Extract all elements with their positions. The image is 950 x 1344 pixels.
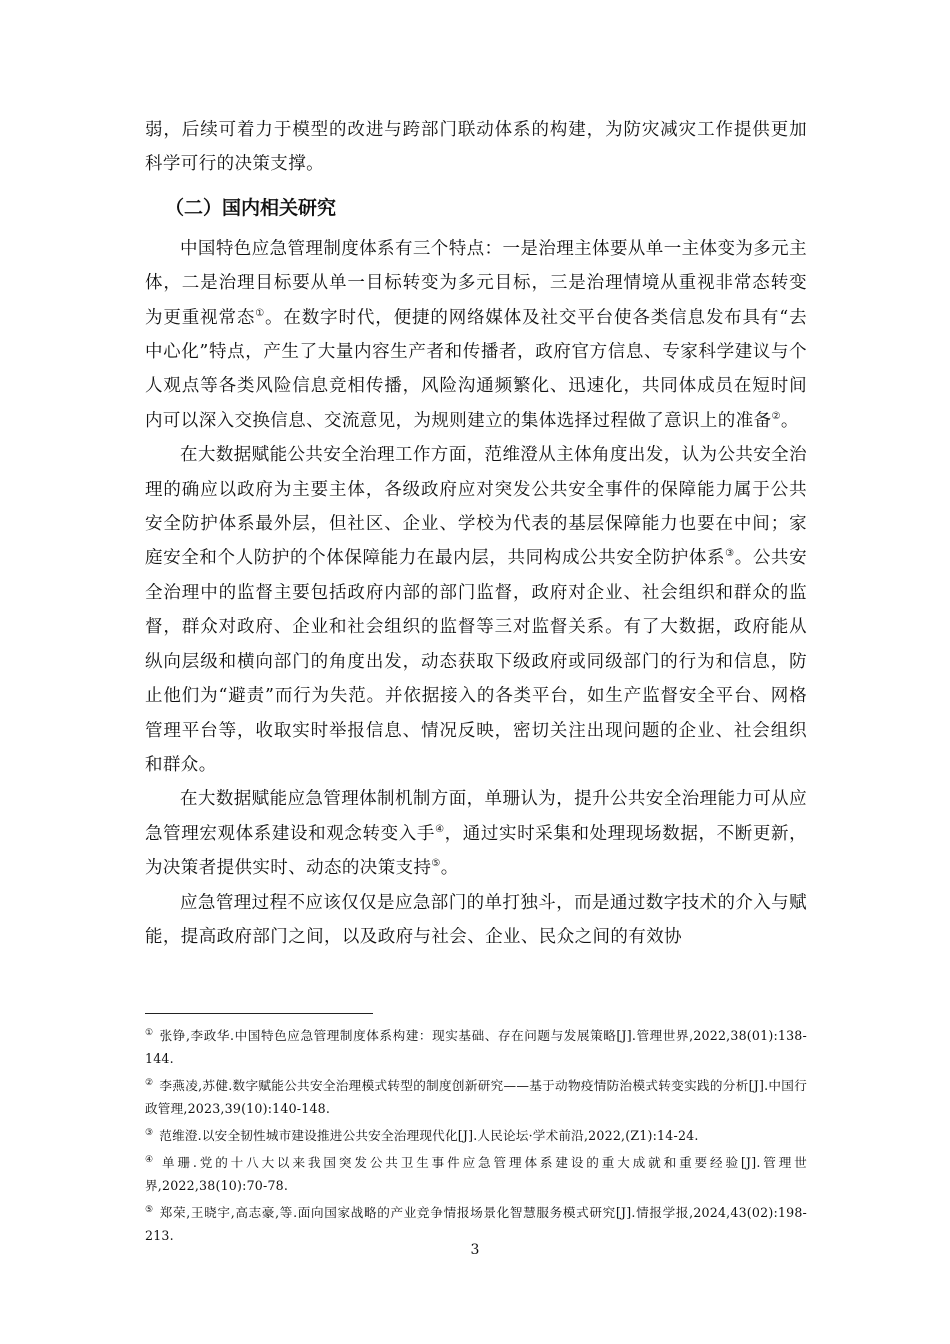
footnote-text: 李燕凌,苏健.数字赋能公共安全治理模式转型的制度创新研究——基于动物疫情防治模式转变实践的分析[J].中国行政管理,2023,39(10):140-148.: [145, 1078, 807, 1116]
paragraph-text: 中国特色应急管理制度体系有三个特点：一是治理主体要从单一主体变为多元主体，二是治理目标要从单一目标转变为多元目标，三是治理情境从重视非常态转变为更重视常态: [145, 238, 807, 328]
paragraph-characteristics: [145, 232, 807, 438]
footnotes: [145, 1024, 807, 1251]
paragraph-continued: 弱，后续可着力于模型的改进与跨部门联动体系的构建，为防灾减灾工作提供更加科学可行的决策支撑。: [145, 120, 807, 175]
paragraph-text: 。: [440, 858, 459, 879]
footnote-3: [145, 1124, 807, 1147]
footnote-2: [145, 1074, 807, 1120]
paragraph-text: 在大数据赋能公共安全治理工作方面，范维澄从主体角度出发，认为公共安全治理的确应以政府为主要主体，各级政府应对突发公共安全事件的保障能力属于公共安全防护体系最外层，但社区、企业、学校为代表的基层保障能力也要在中间；家庭安全和个人防护的个体保障能力在最内层，共同构成公共安全防护体系: [145, 445, 807, 569]
paragraph-collaboration: 应急管理过程不应该仅仅是应急部门的单打独斗，而是通过数字技术的介入与赋能，提高政府部门之间，以及政府与社会、企业、民众之间的有效协: [145, 892, 807, 947]
footnote-text: 张铮,李政华.中国特色应急管理制度体系构建：现实基础、存在问题与发展策略[J].管理世界,2022,38(01):138-144.: [145, 1028, 807, 1066]
footnote-separator: [145, 1013, 373, 1014]
paragraph-text: 。: [780, 410, 799, 431]
footnote-text: 单珊.党的十八大以来我国突发公共卫生事件应急管理体系建设的重大成就和重要经验[J].管理世界,2022,38(10):70-78.: [145, 1155, 807, 1193]
footnote-text: 范维澄.以安全韧性城市建设推进公共安全治理现代化[J].人民论坛·学术前沿,2022,(Z1):14-24.: [159, 1128, 699, 1143]
footnote-1: [145, 1024, 807, 1070]
paragraph-text: ，通过实时采集和处理现场数据，不断更新，为决策者提供实时、动态的决策支持: [145, 823, 807, 879]
paragraph-text: 在大数据赋能应急管理体制机制方面，单珊认为，提升公共安全治理能力可从应急管理宏观体系建设和观念转变入手: [145, 789, 807, 844]
footnote-4: [145, 1151, 807, 1197]
footnote-marker-2[interactable]: ②: [771, 411, 781, 423]
footnote-5: [145, 1201, 807, 1247]
footnote-marker-3[interactable]: ③: [725, 548, 735, 560]
footnote-mark: ⑤: [145, 1204, 154, 1215]
paragraph-emergency-mechanism: [145, 782, 807, 885]
footnote-marker-1[interactable]: ①: [255, 307, 266, 319]
paragraph-public-safety: [145, 438, 807, 782]
paragraph-text: 。公共安全治理中的监督主要包括政府内部的部门监督，政府对企业、社会组织和群众的监督，群众对政府、企业和社会组织的监督等三对监督关系。有了大数据，政府能从纵向层级和横向部门的角度出发，动态获取下级政府或同级部门的行为和信息，防止他们为“避责”而行为失范。并依据接入的各类平台，如生产监督安全平台、网格管理平台等，收取实时举报信息、情况反映，密切关注出现问题的企业、社会组织和群众。: [145, 548, 807, 775]
footnote-mark: ③: [145, 1127, 154, 1138]
section-heading: （二）国内相关研究: [164, 196, 336, 219]
main-text: [145, 113, 807, 954]
page-number: 3: [470, 1242, 480, 1258]
footnote-marker-5[interactable]: ⑤: [431, 858, 441, 870]
footnote-mark: ②: [145, 1077, 154, 1088]
footnote-mark: ④: [145, 1154, 156, 1165]
footnote-text: 郑荣,王晓宇,高志豪,等.面向国家战略的产业竞争情报场景化智慧服务模式研究[J].情报学报,2024,43(02):198-213.: [145, 1205, 807, 1243]
paragraph-text: 。在数字时代，便捷的网络媒体及社交平台使各类信息发布具有“去中心化”特点，产生了大量内容生产者和传播者，政府官方信息、专家科学建议与个人观点等各类风险信息竞相传播，风险沟通频繁化、迅速化，共同体成员在短时间内可以深入交换信息、交流意见，为规则建立的集体选择过程做了意识上的准备: [145, 307, 807, 431]
footnote-mark: ①: [145, 1027, 154, 1038]
footnote-marker-4[interactable]: ④: [435, 823, 445, 835]
